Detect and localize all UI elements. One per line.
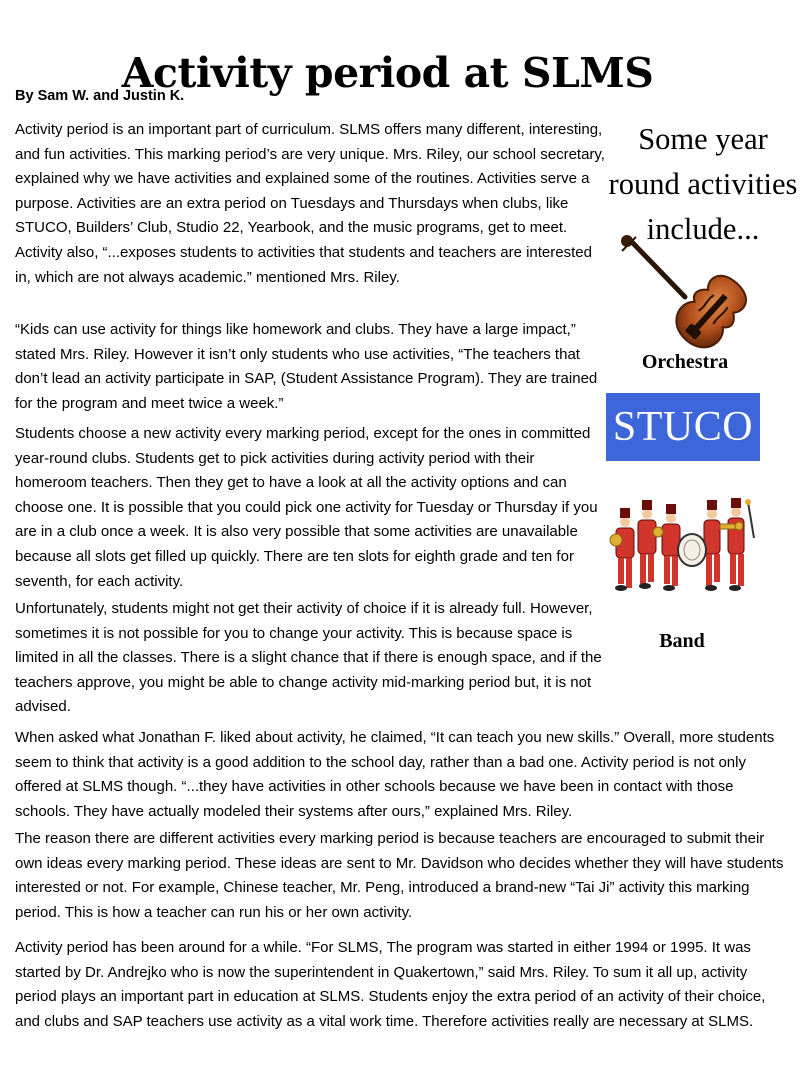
paragraph-4: Unfortunately, students might not get their activity of choice if it is already full. However, sometimes it is not possible for you to change your activity. This is because space is limited in all the classes. There is a slight chance that if there is enough space, and if the teachers approve, you might be able to change activity mid-marking period but, it is not advised. [15, 600, 602, 716]
article-title: Activity period at SLMS [121, 49, 654, 98]
paragraph-5: When asked what Jonathan F. liked about activity, he claimed, “It can teach you new skills.” Overall, more students seem to think that activity is a good addition to the school day, rather than a bad one. Activity period is not only offered at SLMS though. “...they have activities in other schools because we have been in contact with those schools. They have actually modeled their systems after ours,” explained Mrs. Riley. [15, 729, 775, 820]
sidebar-heading: Some year round activities include... [608, 122, 798, 246]
byline: By Sam W. and Justin K. [15, 88, 185, 104]
marching-band-icon [608, 498, 756, 598]
paragraph-7: Activity period has been around for a while. “For SLMS, The program was started in either 1994 or 1995. It was started by Dr. Andrejko who is now the superintendent in Quakertown,” said Mrs. Riley. To sum it all up, activity period plays an important part in education at SLMS. Students enjoy the extra period of an activity of their choice, and clubs and SAP teachers use activity as a vital work time. Therefore activities really are necessary at SLMS. [15, 939, 766, 1030]
paragraph-2: “Kids can use activity for things like homework and clubs. They have a large impact,” stated Mrs. Riley. However it isn’t only students who use activities, “The teachers that don’t lead an activity participate in SAP, (Student Assistance Program). They are trained for the program and meet twice a week.” [15, 321, 598, 412]
violin-icon [615, 235, 755, 350]
caption-band: Band [659, 630, 705, 652]
paragraph-6: The reason there are different activities every marking period is because teachers are encouraged to submit their own ideas every marking period. These ideas are sent to Mr. Davidson who decides whether they will have students interested or not. For example, Chinese teacher, Mr. Peng, introduced a brand-new “Tai Ji” activity this marking period. This is how a teacher can run his or her own activity. [15, 830, 784, 921]
stuco-box: STUCO [606, 393, 760, 461]
paragraph-1: Activity period is an important part of curriculum. SLMS offers many different, interesting, and fun activities. This marking period’s are very unique. Mrs. Riley, our school secretary, explained why we have activities and explained some of the routines. Activities serve a purpose. Activities are an extra period on Tuesdays and Thursdays when clubs, like STUCO, Builders’ Club, Studio 22, Yearbook, and the music programs, get to meet. Activity also, “...exposes students to activities that students and teachers are interested in, which are not always academic.” mentioned Mrs. Riley. [15, 121, 605, 286]
caption-orchestra: Orchestra [641, 351, 729, 373]
paragraph-3: Students choose a new activity every marking period, except for the ones in committed year-round clubs. Students get to pick activities during activity period with their homeroom teachers. Then they get to have a look at all the activity options and can choose one. It is possible that you could pick one activity for Tuesday or Thursday if you are in a club once a week. It is also very possible that some activities are unavailable because all slots get filled up quickly. There are ten slots for eighth grade and ten for seventh, for each activity. [15, 425, 598, 590]
